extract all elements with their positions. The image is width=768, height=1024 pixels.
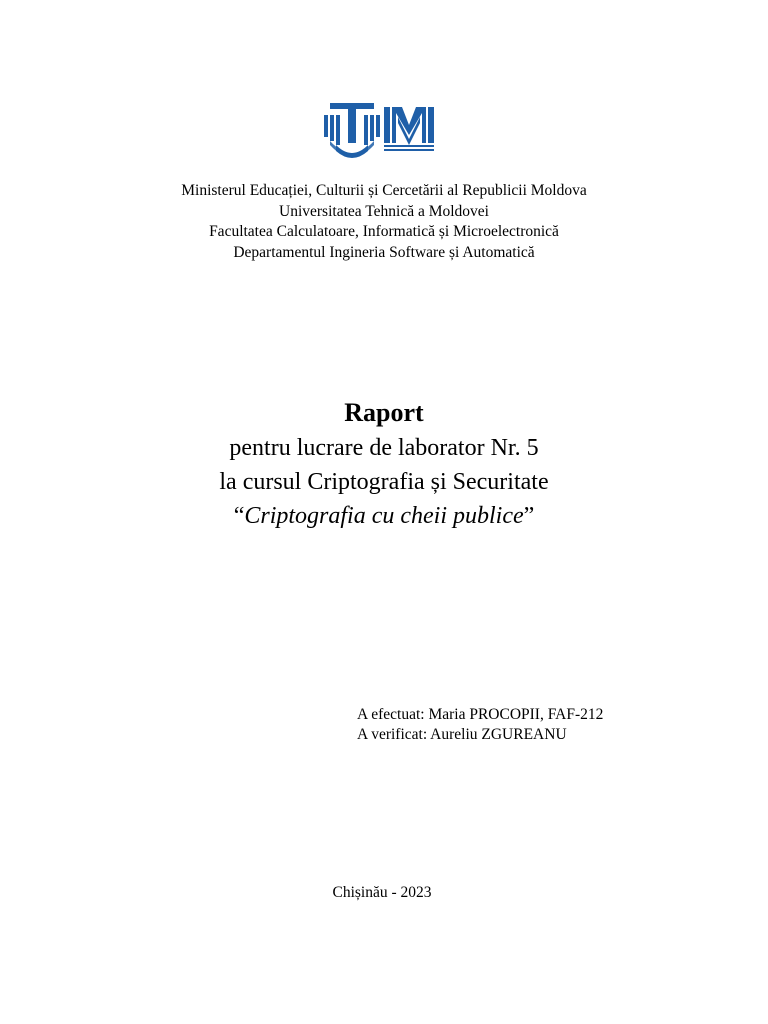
- report-title: Raport: [344, 398, 424, 427]
- open-quote: “: [233, 503, 245, 529]
- report-title-block: [0, 395, 768, 533]
- utm-logo-icon: [324, 103, 436, 161]
- verified-by: A verificat: Aureliu ZGUREANU: [357, 726, 567, 743]
- institution-header: [0, 181, 768, 263]
- place-year: Chișinău - 2023: [332, 884, 432, 901]
- authors-block: [357, 705, 603, 745]
- ministry-name: Ministerul Educației, Culturii și Cercetării al Republicii Moldova: [181, 182, 587, 199]
- university-name: Universitatea Tehnică a Moldovei: [279, 202, 489, 220]
- department-name: Departamentul Ingineria Software și Automatică: [233, 243, 535, 261]
- performed-by: A efectuat: Maria PROCOPII, FAF-212: [357, 706, 604, 723]
- report-topic: Criptografia cu cheii publice: [244, 503, 524, 529]
- report-subtitle-course: la cursul Criptografia și Securitate: [219, 469, 549, 495]
- close-quote: ”: [523, 503, 535, 529]
- report-topic-line: [0, 499, 768, 533]
- report-subtitle-lab: pentru lucrare de laborator Nr. 5: [229, 435, 539, 461]
- faculty-name: Facultatea Calculatoare, Informatică și Microelectronică: [209, 223, 559, 240]
